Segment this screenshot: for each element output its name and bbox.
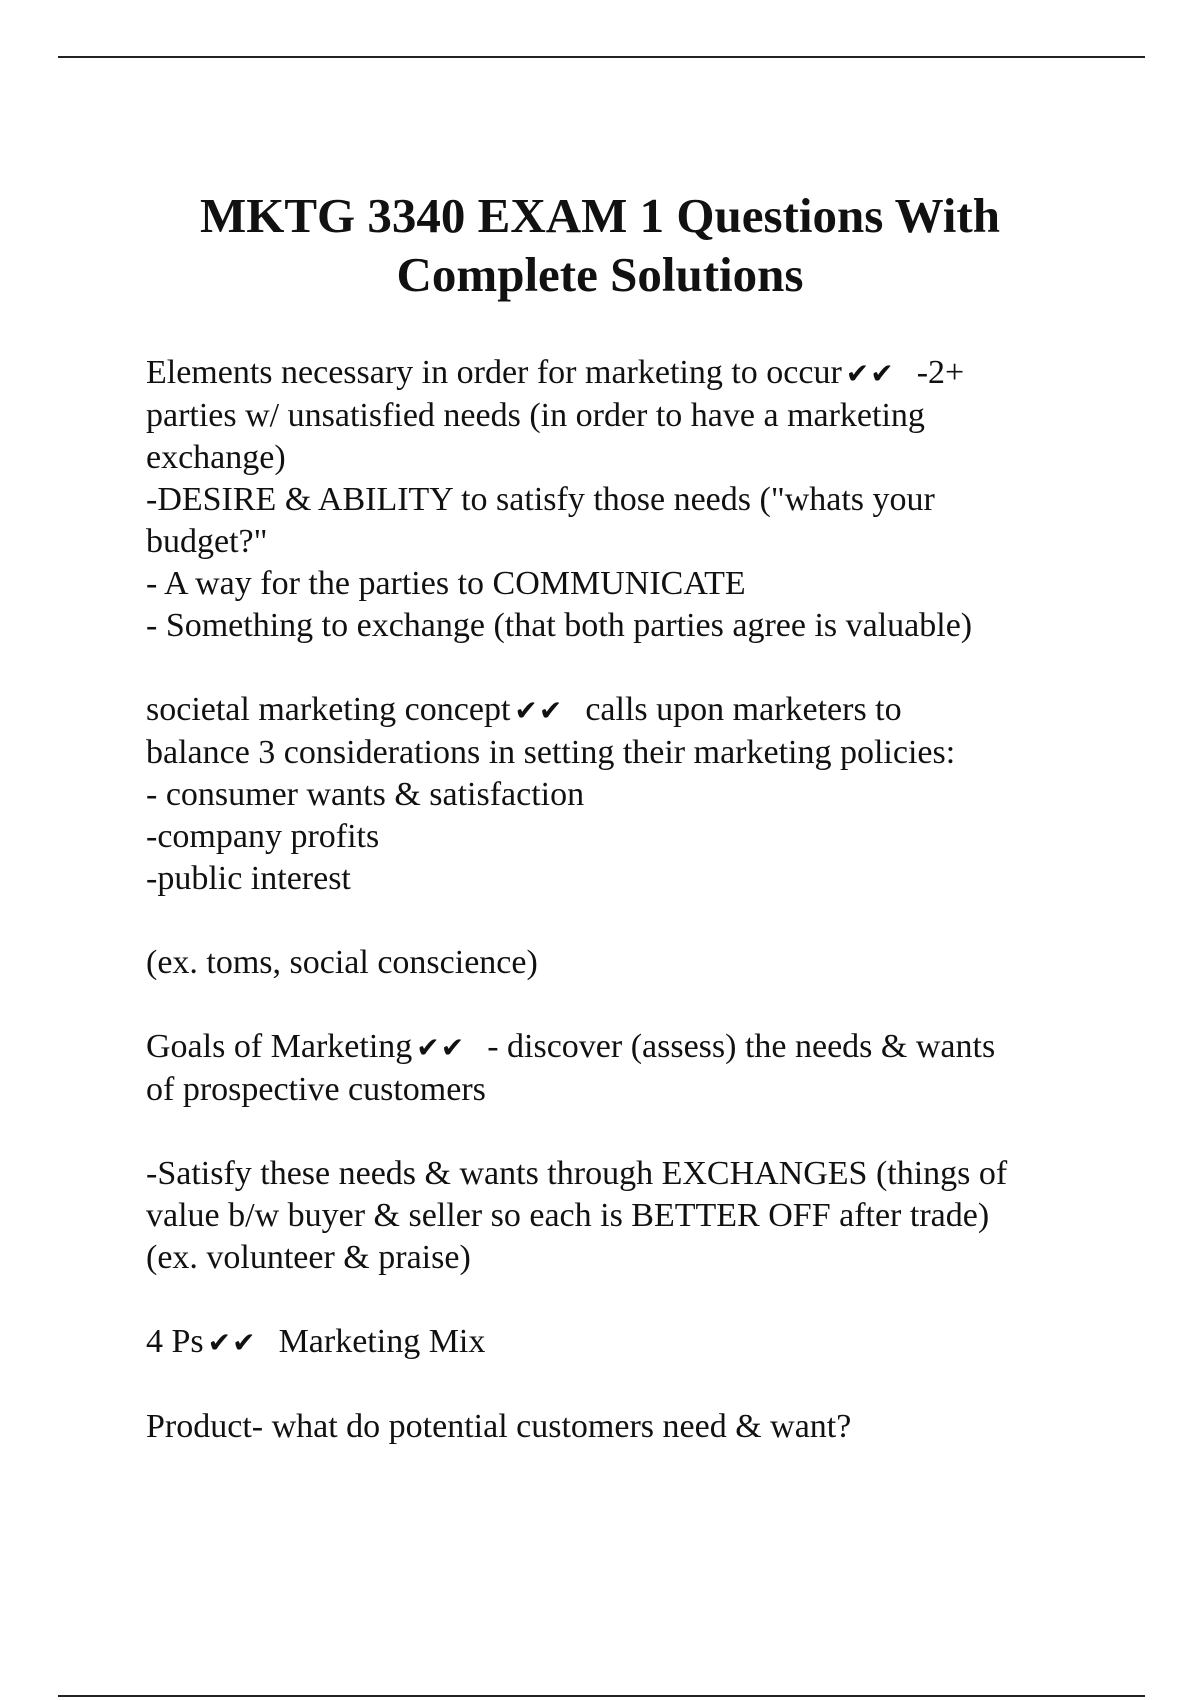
page-title	[100, 186, 1100, 304]
check-mark-icon: ✔✔	[514, 694, 564, 727]
top-rule	[58, 56, 1145, 58]
answer-line: parties w/ unsatisfied needs (in order to have a marketing	[146, 397, 925, 434]
answer-start: - discover (assess) the needs & wants	[487, 1028, 996, 1065]
paragraph-line: (ex. toms, social conscience)	[146, 944, 538, 981]
answer-line: - A way for the parties to COMMUNICATE	[146, 565, 746, 602]
title-line-2: Complete Solutions	[396, 247, 804, 302]
answer-line: -public interest	[146, 860, 351, 897]
question-term: societal marketing concept	[146, 691, 511, 728]
qa-block-elements	[146, 352, 1086, 647]
answer-line: - consumer wants & satisfaction	[146, 776, 585, 813]
paragraph-line: -Satisfy these needs & wants through EXCHANGES (things of	[146, 1155, 1008, 1192]
qa-question-line	[146, 352, 1086, 395]
answer-line: exchange)	[146, 439, 286, 476]
answer-line: balance 3 considerations in setting their marketing policies:	[146, 734, 956, 771]
question-term: Elements necessary in order for marketing to occur	[146, 354, 842, 391]
paragraph-product	[146, 1406, 1086, 1448]
example-note	[146, 942, 1086, 984]
qa-block-4ps	[146, 1321, 1086, 1364]
answer-start: -2+	[916, 354, 965, 391]
check-mark-icon: ✔✔	[416, 1031, 466, 1064]
answer-start: calls upon marketers to	[585, 691, 902, 728]
paragraph-line: (ex. volunteer & praise)	[146, 1239, 471, 1276]
document-body	[146, 352, 1086, 1490]
answer-line: budget?"	[146, 523, 268, 560]
qa-question-line	[146, 1321, 1086, 1364]
paragraph-line: value b/w buyer & seller so each is BETTER OFF after trade)	[146, 1197, 990, 1234]
question-term: 4 Ps	[146, 1323, 204, 1360]
answer-line: of prospective customers	[146, 1071, 486, 1108]
qa-question-line	[146, 1026, 1086, 1069]
check-mark-icon: ✔✔	[845, 357, 895, 390]
qa-block-goals	[146, 1026, 1086, 1111]
paragraph-exchanges	[146, 1153, 1086, 1279]
title-line-1: MKTG 3340 EXAM 1 Questions With	[200, 188, 1000, 243]
answer-line: -DESIRE & ABILITY to satisfy those needs ("whats your	[146, 481, 935, 518]
paragraph-line: Product- what do potential customers need & want?	[146, 1408, 852, 1445]
answer-start: Marketing Mix	[278, 1323, 486, 1360]
qa-question-line	[146, 689, 1086, 732]
answer-line: - Something to exchange (that both parties agree is valuable)	[146, 607, 973, 644]
answer-line: -company profits	[146, 818, 380, 855]
check-mark-icon: ✔✔	[207, 1326, 257, 1359]
qa-block-societal-marketing	[146, 689, 1086, 900]
question-term: Goals of Marketing	[146, 1028, 413, 1065]
bottom-rule	[58, 1695, 1145, 1697]
